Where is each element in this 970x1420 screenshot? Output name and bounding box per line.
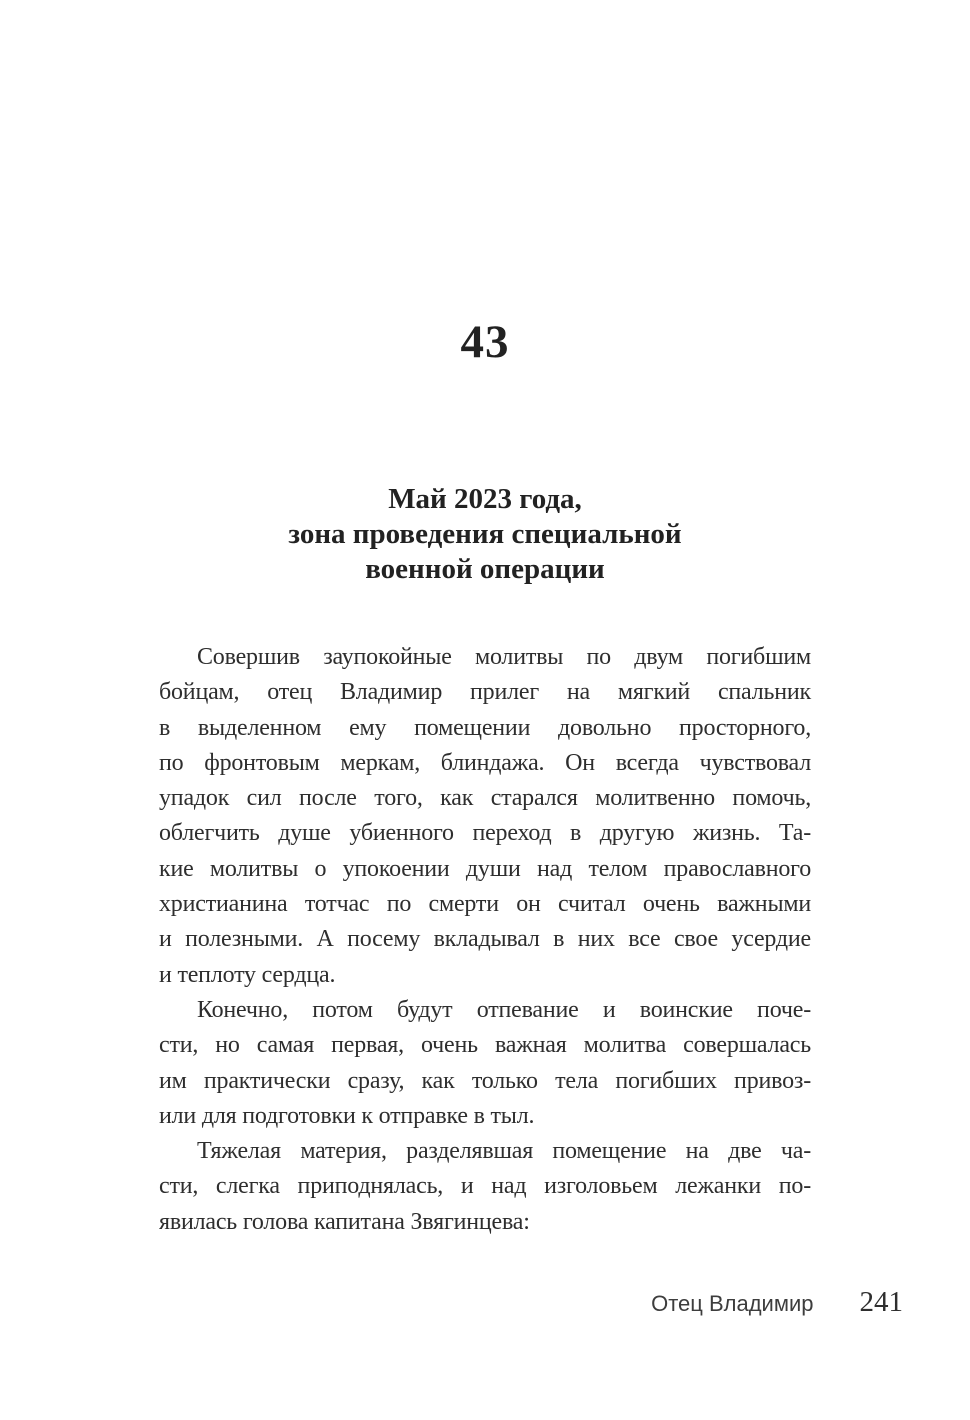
body-text-line: Тяжелая материя, разделявшая помещение на две ча- bbox=[197, 1138, 811, 1165]
body-text-line: бойцам, отец Владимир прилег на мягкий спальник bbox=[159, 679, 811, 706]
body-text-line: упадок сил после того, как старался молитвенно помочь, bbox=[159, 785, 811, 812]
body-text-line: Конечно, потом будут отпевание и воинские поче- bbox=[197, 996, 811, 1023]
body-text-line: в выделенном ему помещении довольно просторного, bbox=[159, 714, 811, 741]
body-text-line: кие молитвы о упокоении души над телом православного bbox=[159, 855, 811, 882]
page-number: 241 bbox=[859, 1286, 903, 1318]
body-text-line: им практически сразу, как только тела погибших привоз- bbox=[159, 1067, 811, 1094]
body-text bbox=[159, 640, 811, 1240]
body-text-line: христианина тотчас по смерти он считал очень важными bbox=[159, 891, 811, 918]
body-text-line: сти, но самая первая, очень важная молитва совершалась bbox=[159, 1032, 811, 1059]
chapter-subtitle-line: Май 2023 года, bbox=[388, 483, 582, 515]
paragraph bbox=[159, 993, 811, 1134]
body-text-line: сти, слегка приподнялась, и над изголовьем лежанки по- bbox=[159, 1173, 811, 1200]
body-text-line: или для подготовки к отправке в тыл. bbox=[159, 1102, 535, 1129]
body-text-line: по фронтовым меркам, блиндажа. Он всегда чувствовал bbox=[159, 749, 811, 776]
body-text-line: Совершив заупокойные молитвы по двум погибшим bbox=[197, 644, 811, 670]
page-footer bbox=[0, 1286, 903, 1319]
body-text-line: и теплоту сердца. bbox=[159, 961, 336, 988]
paragraph bbox=[159, 640, 811, 993]
paragraph bbox=[159, 1134, 811, 1240]
body-text-line: и полезными. А посему вкладывал в них все свое усердие bbox=[159, 926, 811, 953]
chapter-subtitle bbox=[159, 482, 811, 587]
running-title: Отец Владимир bbox=[651, 1291, 814, 1316]
body-text-line: явилась голова капитана Звягинцева: bbox=[159, 1208, 530, 1235]
chapter-subtitle-line: военной операции bbox=[365, 553, 605, 585]
body-text-line: облегчить душе убиенного переход в другую жизнь. Та- bbox=[159, 820, 811, 847]
chapter-subtitle-line: зона проведения специальной bbox=[288, 518, 682, 550]
chapter-number: 43 bbox=[460, 316, 510, 368]
